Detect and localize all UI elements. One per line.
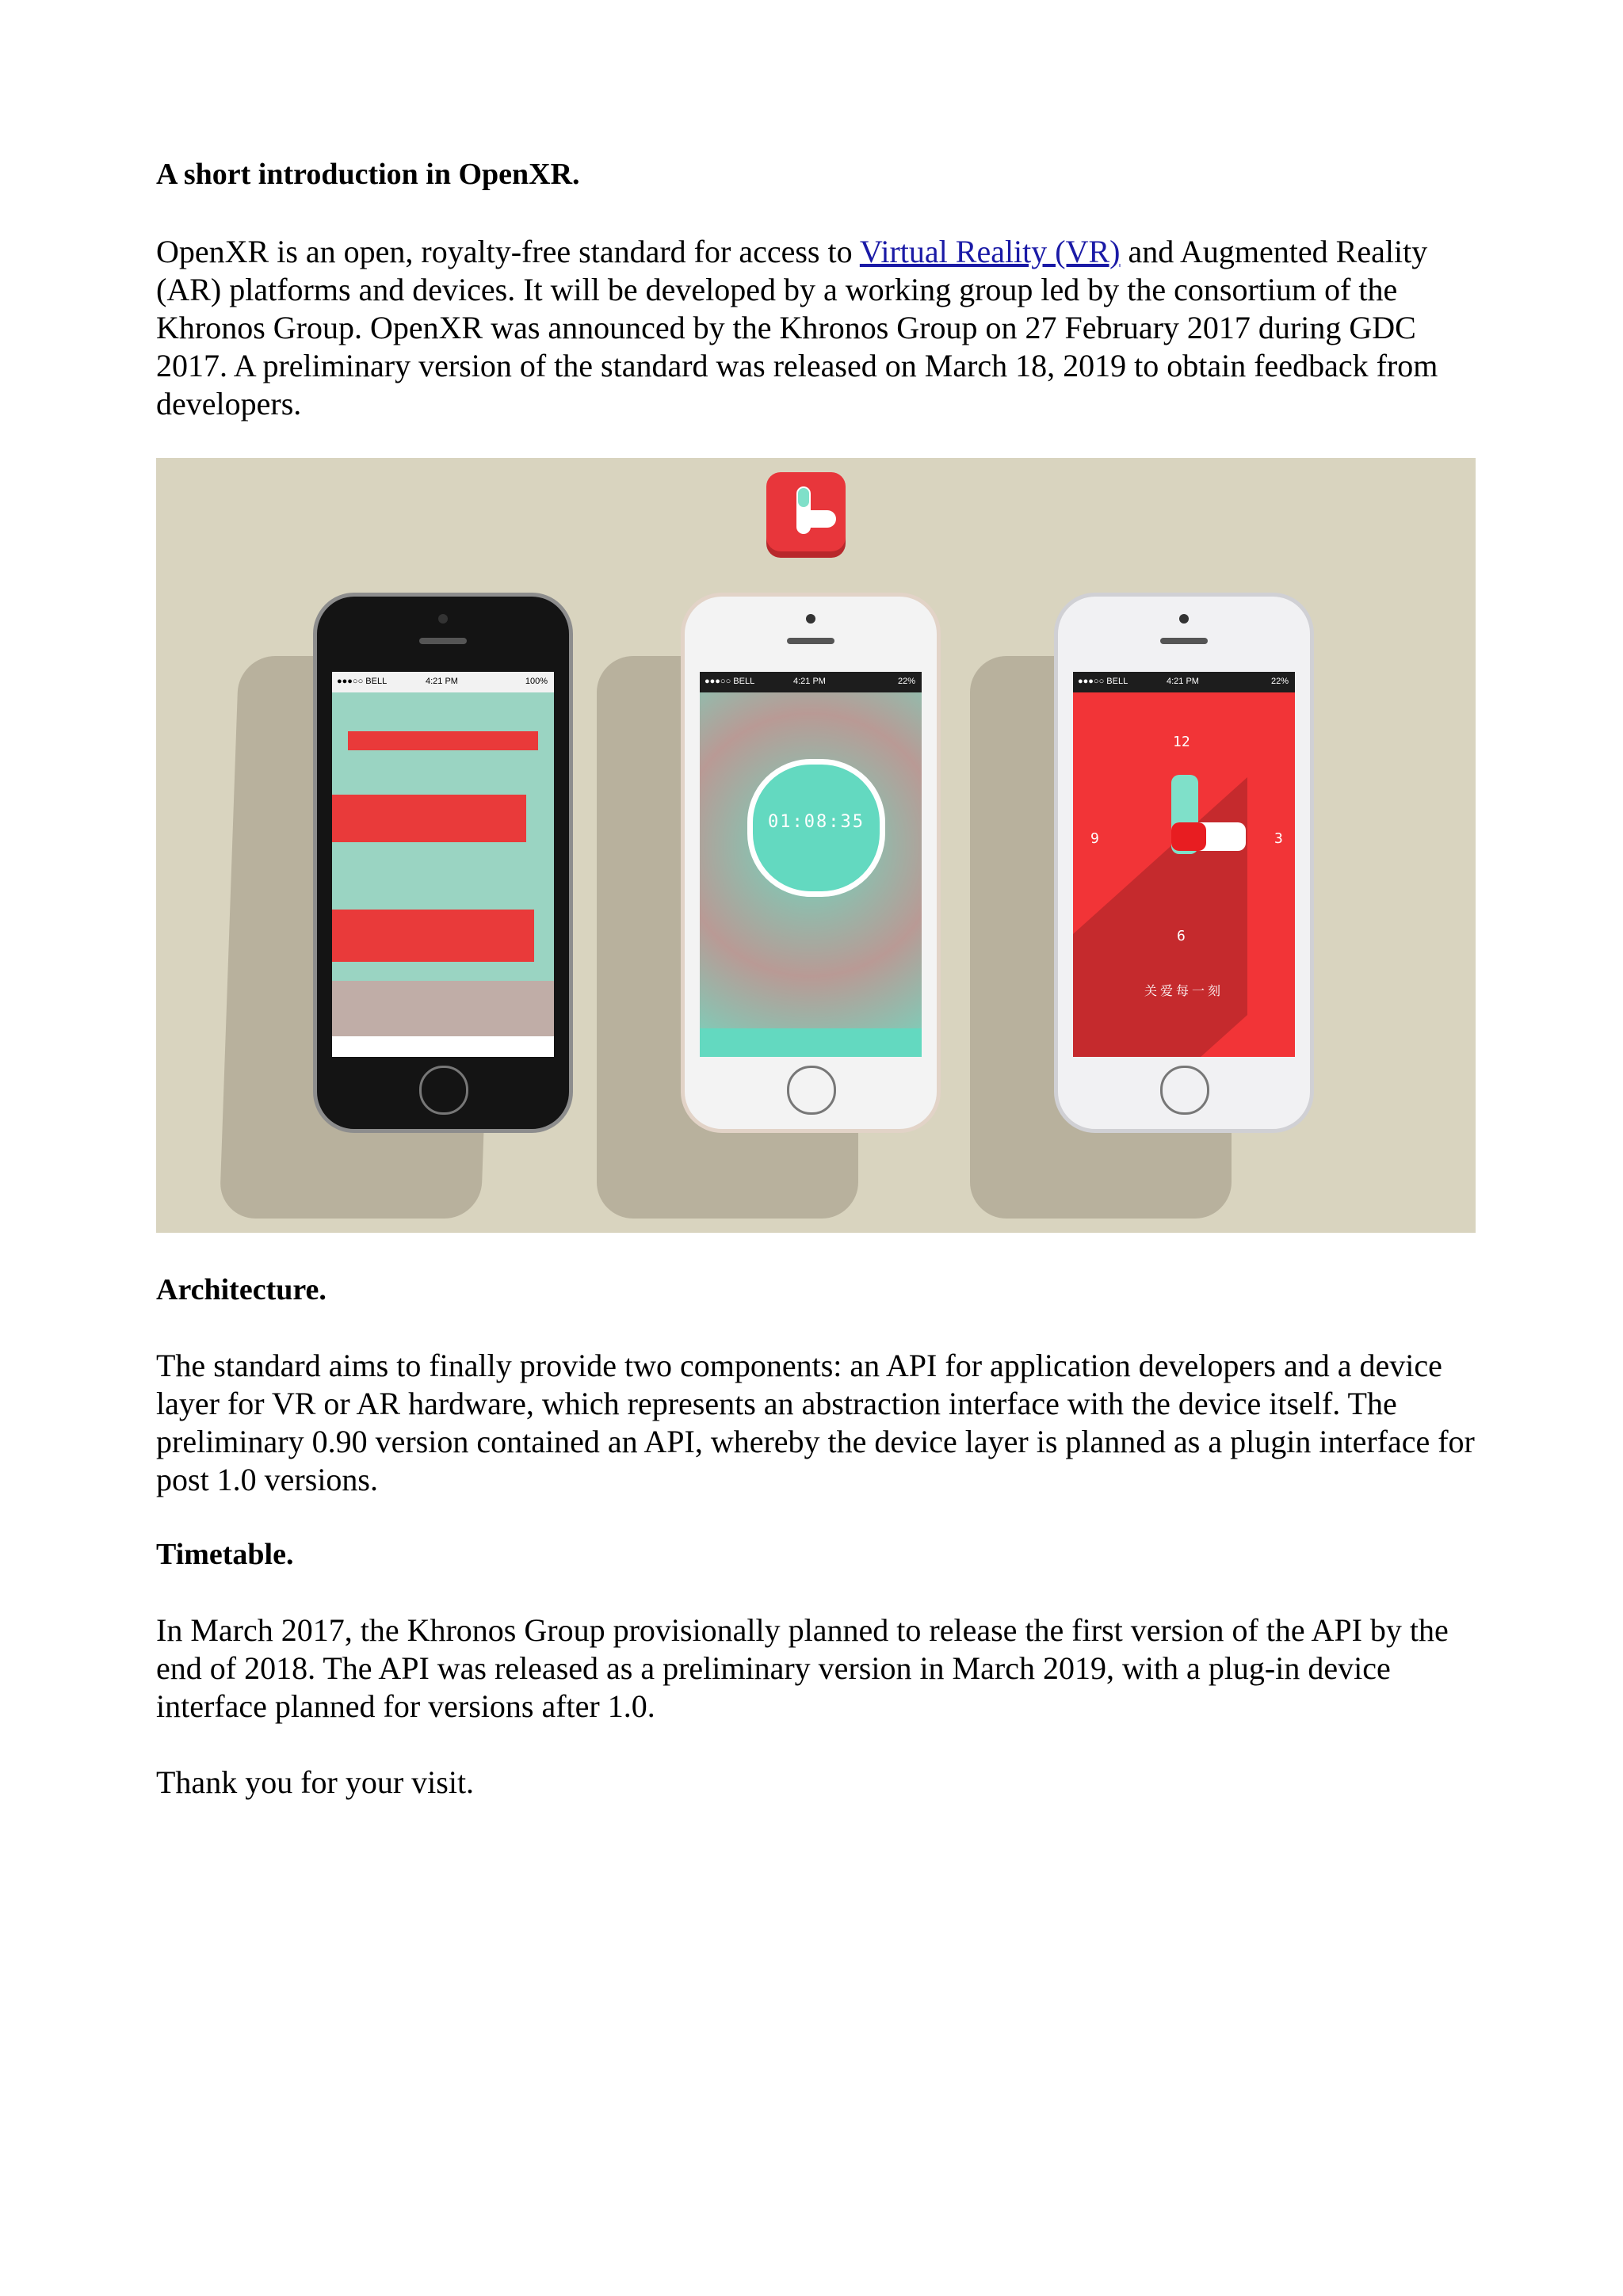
list-item (332, 795, 526, 842)
home-button-icon (787, 1066, 836, 1115)
speaker-icon (419, 638, 467, 644)
clock-number-3: 3 (1274, 830, 1283, 847)
status-battery: 100% (525, 677, 548, 686)
closing-paragraph: Thank you for your visit. (156, 1764, 475, 1800)
phone-white (681, 593, 941, 1133)
intro-text-start: OpenXR is an open, royalty-free standard for access to (156, 234, 860, 269)
phones-illustration (156, 458, 1476, 1233)
intro-text-end: and Augmented Reality (AR) platforms and devices. It will be developed by a working group led by the consortium of the Khronos Group. OpenXR was announced by the Khronos Group on 27 February 2017 during GDC 2017. A preliminary version of the standard was released on March 18, 2019 to obtain feedback from developers. (156, 234, 1438, 421)
heading-intro: A short introduction in OpenXR. (156, 158, 580, 191)
timetable-paragraph: In March 2017, the Khronos Group provisionally planned to release the first version of the API by the end of 2018. The API was released as a preliminary version in March 2019, with a plug-in device interface planned for versions after 1.0. (156, 1612, 1449, 1724)
status-battery: 22% (897, 677, 915, 686)
speaker-icon (1160, 638, 1208, 644)
status-battery: 22% (1270, 677, 1289, 686)
status-carrier: ●●●○○ BELL (337, 677, 388, 686)
vr-link[interactable]: Virtual Reality (VR) (859, 234, 1121, 269)
status-carrier: ●●●○○ BELL (705, 677, 755, 686)
search-bar (348, 731, 538, 750)
timer-readout: 01:08:35 (768, 812, 865, 832)
heading-architecture: Architecture. (156, 1273, 327, 1306)
phone-black (313, 593, 573, 1133)
clock-caption: 关爱每一刻 (1144, 983, 1224, 998)
clock-number-12: 12 (1173, 734, 1190, 750)
clock-number-9: 9 (1090, 830, 1099, 847)
phone-silver (1054, 593, 1314, 1133)
phone-screen-shop (332, 672, 554, 1057)
status-time: 4:21 PM (426, 677, 458, 686)
intro-paragraph (156, 233, 1476, 423)
home-button-icon (1160, 1066, 1209, 1115)
heading-timetable: Timetable. (156, 1538, 294, 1571)
timer-circle (747, 759, 885, 897)
status-time: 4:21 PM (1167, 677, 1199, 686)
architecture-paragraph: The standard aims to finally provide two components: an API for application developers and a device layer for VR or AR hardware, which represents an abstraction interface with the device itself. The preliminary 0.90 version contained an API, whereby the device layer is planned as a plugin interface for post 1.0 versions. (156, 1348, 1475, 1497)
phone-screen-timer (700, 672, 922, 1057)
home-button-icon (419, 1066, 468, 1115)
clock-number-6: 6 (1177, 928, 1186, 944)
phone-screen-clock (1073, 672, 1295, 1057)
camera-icon (1179, 614, 1189, 624)
speaker-icon (787, 638, 834, 644)
camera-icon (806, 614, 815, 624)
status-carrier: ●●●○○ BELL (1078, 677, 1128, 686)
list-item (332, 910, 534, 962)
status-time: 4:21 PM (793, 677, 826, 686)
app-logo-icon (766, 472, 846, 551)
camera-icon (438, 614, 448, 624)
